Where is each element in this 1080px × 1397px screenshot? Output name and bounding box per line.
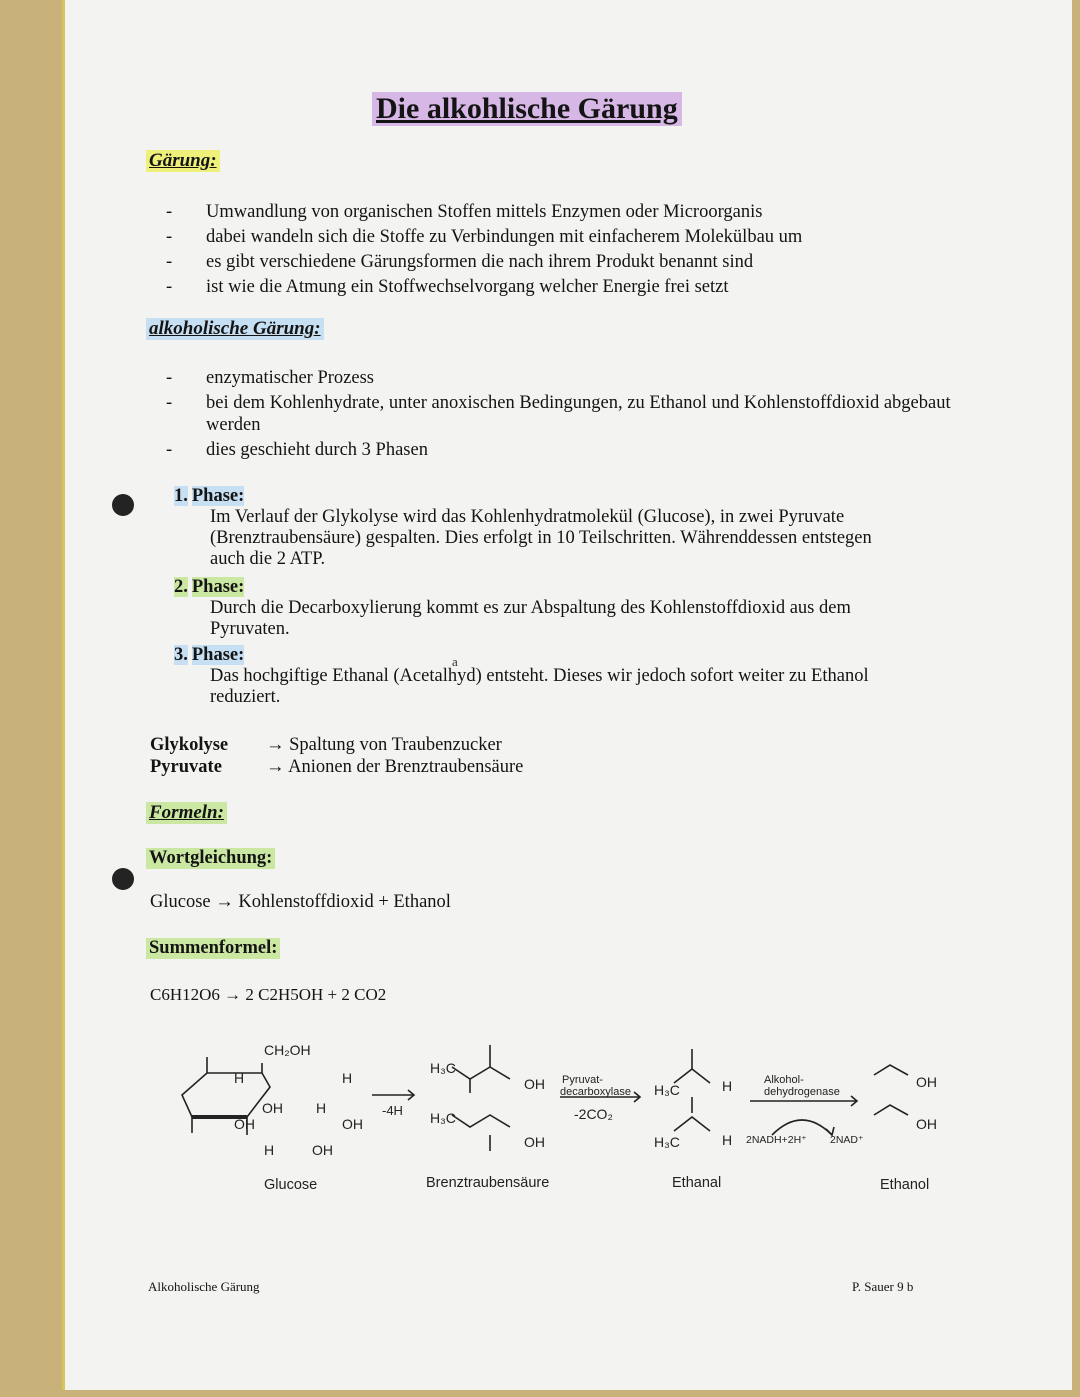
enzyme-dehydrogenase-label: dehydrogenase [764,1086,840,1098]
svg-text:H₃C: H₃C [654,1134,680,1150]
enzyme-pyruvat-label: Pyruvat- [562,1074,603,1086]
svg-text:OH: OH [262,1100,283,1116]
footer-left: Alkoholische Gärung [148,1279,260,1294]
heading-gaerung: Gärung: [146,150,220,172]
glucose-label: Glucose [264,1177,318,1193]
reaction-scheme [152,1035,972,1205]
svg-text:H: H [342,1070,353,1086]
svg-text:H₃C: H₃C [430,1110,456,1126]
gaerung-list [166,200,966,300]
summenformel-text: C6H12O6 → 2 C2H5OH + 2 CO2 [150,985,387,1004]
enzyme-decarboxylase-label: decarboxylase [560,1086,631,1098]
worksheet-page [62,0,1072,1390]
svg-text:H: H [722,1132,733,1148]
phase-1: 1. Phase: Im Verlauf der Glykolyse wird das Kohlenhydratmolekül (Glucose), in zwei Pyruvate (Brenztraubensäure) gespalten. Dies erfolgt in 10 Teilschritten. Währenddessen entstegen auch die 2 ATP. [174,486,872,569]
svg-text:OH: OH [234,1116,255,1132]
list-item: - bei dem Kohlenhydrate, unter anoxischen Bedingungen, zu Ethanol und Kohlenstoffdioxid abgebaut werden [166,393,951,435]
footer-right: P. Sauer 9 b [852,1279,914,1294]
list-item: - ist wie die Atmung ein Stoffwechselvorgang welcher Energie frei setzt [166,277,729,297]
heading-summenformel: Summenformel: [146,938,280,959]
enzyme-alkohol-label: Alkohol- [764,1074,804,1086]
definitions [150,734,523,778]
punch-hole [112,494,134,516]
list-item: - es gibt verschiedene Gärungsformen die nach ihrem Produkt benannt sind [166,252,754,272]
phase-3: 3. Phase: Das hochgiftige Ethanal (Acetalhyd) entsteht. Dieses wir jedoch sofort weiter zu Ethanol reduziert. [174,645,869,707]
svg-text:H₃C: H₃C [654,1082,680,1098]
punch-hole [112,868,134,890]
brenztraubensaeure-label: Brenztraubensäure [426,1175,550,1191]
svg-text:H: H [316,1100,327,1116]
definition-row: Pyruvate → Anionen der Brenztraubensäure [150,757,524,777]
wortgleichung-text: Glucose → Kohlenstoffdioxid + Ethanol [150,892,451,912]
svg-text:H: H [264,1142,275,1158]
ethanal-label: Ethanal [672,1175,722,1191]
minus-co2-label: -2CO₂ [574,1106,613,1122]
svg-text:OH: OH [916,1116,937,1132]
heading-wortgleichung: Wortgleichung: [146,848,275,869]
glucose-ring [182,1073,270,1117]
heading-formeln: Formeln: [146,802,227,824]
nad-label: 2NAD⁺ [830,1134,864,1146]
list-item: - dies geschieht durch 3 Phasen [166,440,428,460]
svg-text:OH: OH [524,1076,545,1092]
svg-text:H: H [722,1078,733,1094]
svg-text:OH: OH [524,1134,545,1150]
minus-4h-label: -4H [382,1103,403,1118]
ethanol-label: Ethanol [880,1177,930,1193]
alkohol-list [166,367,966,461]
list-item: - dabei wandeln sich die Stoffe zu Verbindungen mit einfacherem Molekülbau um [166,227,803,247]
svg-text:CH₂OH: CH₂OH [264,1042,311,1058]
list-item: - enzymatischer Prozess [166,368,374,388]
list-item: - Umwandlung von organischen Stoffen mittels Enzymen oder Microorganis [166,202,763,222]
definition-row: Glykolyse → Spaltung von Traubenzucker [150,735,502,755]
svg-text:H₃C: H₃C [430,1060,456,1076]
nadh-label: 2NADH+2H⁺ [746,1134,807,1146]
page-title: Die alkohlische Gärung [372,92,682,126]
handwritten-a-annotation: a [452,654,458,669]
svg-text:OH: OH [342,1116,363,1132]
heading-alkoholische-gaerung: alkoholische Gärung: [146,318,324,340]
svg-text:OH: OH [916,1074,937,1090]
svg-text:H: H [234,1070,245,1086]
phase-2: 2. Phase: Durch die Decarboxylierung kommt es zur Abspaltung des Kohlenstoffdioxid aus dem Pyruvaten. [174,577,851,639]
svg-text:OH: OH [312,1142,333,1158]
